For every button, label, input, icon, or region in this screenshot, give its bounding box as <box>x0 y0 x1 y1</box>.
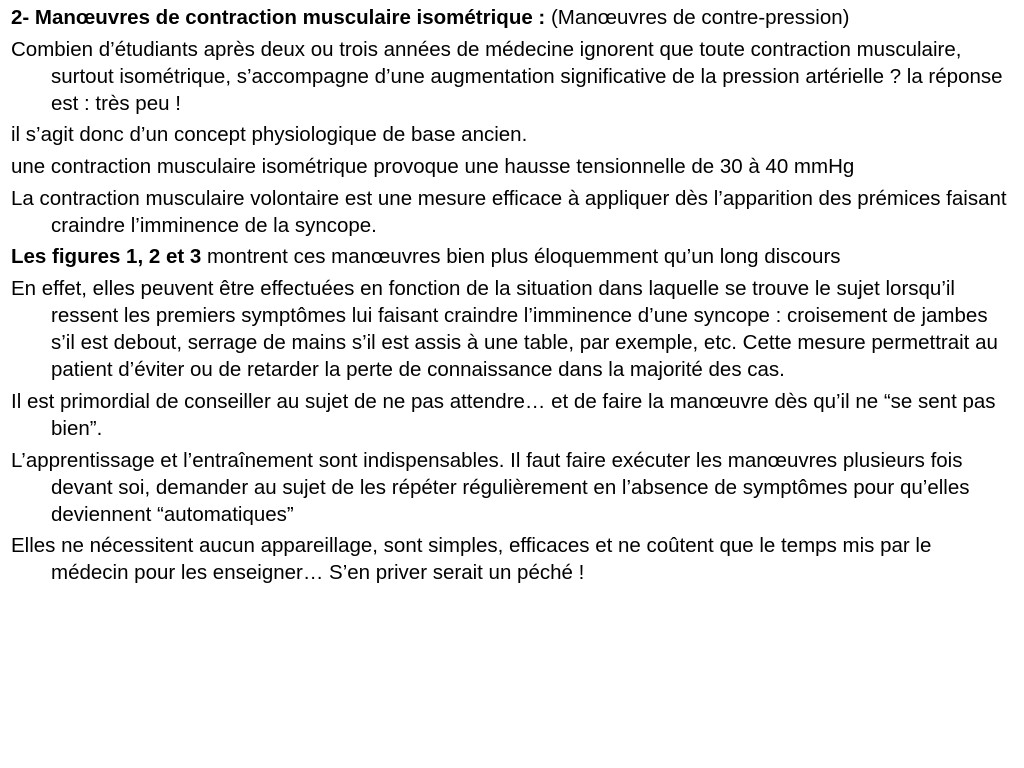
paragraph-text: Elles ne nécessitent aucun appareillage, sont simples, efficaces et ne coûtent que le temps mis par le médecin pour les enseigner… S’en priver serait un péché ! <box>11 534 932 585</box>
slide-body <box>11 4 1011 591</box>
paragraph-8 <box>11 447 1011 528</box>
heading-bold-text: 2- Manœuvres de contraction musculaire isométrique : <box>11 6 546 29</box>
paragraph-text: Il est primordial de conseiller au sujet de ne pas attendre… et de faire la manœuvre dès qu’il ne “se sent pas bien”. <box>11 389 996 440</box>
paragraph-bold-text: Les figures 1, 2 et 3 <box>11 245 202 269</box>
paragraph-text: La contraction musculaire volontaire est une mesure efficace à appliquer dès l’apparition des prémices faisant craindre l’imminence de la syncope. <box>11 186 1007 237</box>
paragraph-9 <box>11 532 1011 586</box>
paragraph-4 <box>11 185 1011 239</box>
paragraph-text: Combien d’étudiants après deux ou trois années de médecine ignorent que toute contraction musculaire, surtout isométrique, s’accompagne d’une augmentation significative de la pression artérielle ? la réponse est : très peu ! <box>11 37 1003 115</box>
paragraph-3 <box>11 153 1011 180</box>
paragraph-1 <box>11 36 1011 117</box>
paragraph-5 <box>11 243 1011 270</box>
heading-normal-text: (Manœuvres de contre-pression) <box>545 6 850 29</box>
paragraph-text: montrent ces manœuvres bien plus éloquemment qu’un long discours <box>201 245 841 269</box>
paragraph-text: En effet, elles peuvent être effectuées en fonction de la situation dans laquelle se trouve le sujet lorsqu’il ressent les premiers symptômes lui faisant craindre l’imminence d’une syncope : croisement de jambes s’il est debout, serrage de mains s’il est assis à une table, par exemple, etc. Cette mesure permettrait au patient d’éviter ou de retarder la perte de connaissance dans la majorité des cas. <box>11 277 998 382</box>
paragraph-text: une contraction musculaire isométrique provoque une hausse tensionnelle de 30 à 40 mmHg <box>11 155 855 179</box>
paragraph-text: il s’agit donc d’un concept physiologique de base ancien. <box>11 123 528 147</box>
slide-heading <box>11 4 1011 31</box>
paragraph-text: L’apprentissage et l’entraînement sont indispensables. Il faut faire exécuter les manœuvres plusieurs fois devant soi, demander au sujet de les répéter régulièrement en l’absence de symptômes pour qu’elles deviennent “automatiques” <box>11 448 970 526</box>
paragraph-7 <box>11 388 1011 442</box>
paragraph-6 <box>11 275 1011 383</box>
paragraph-2 <box>11 121 1011 148</box>
